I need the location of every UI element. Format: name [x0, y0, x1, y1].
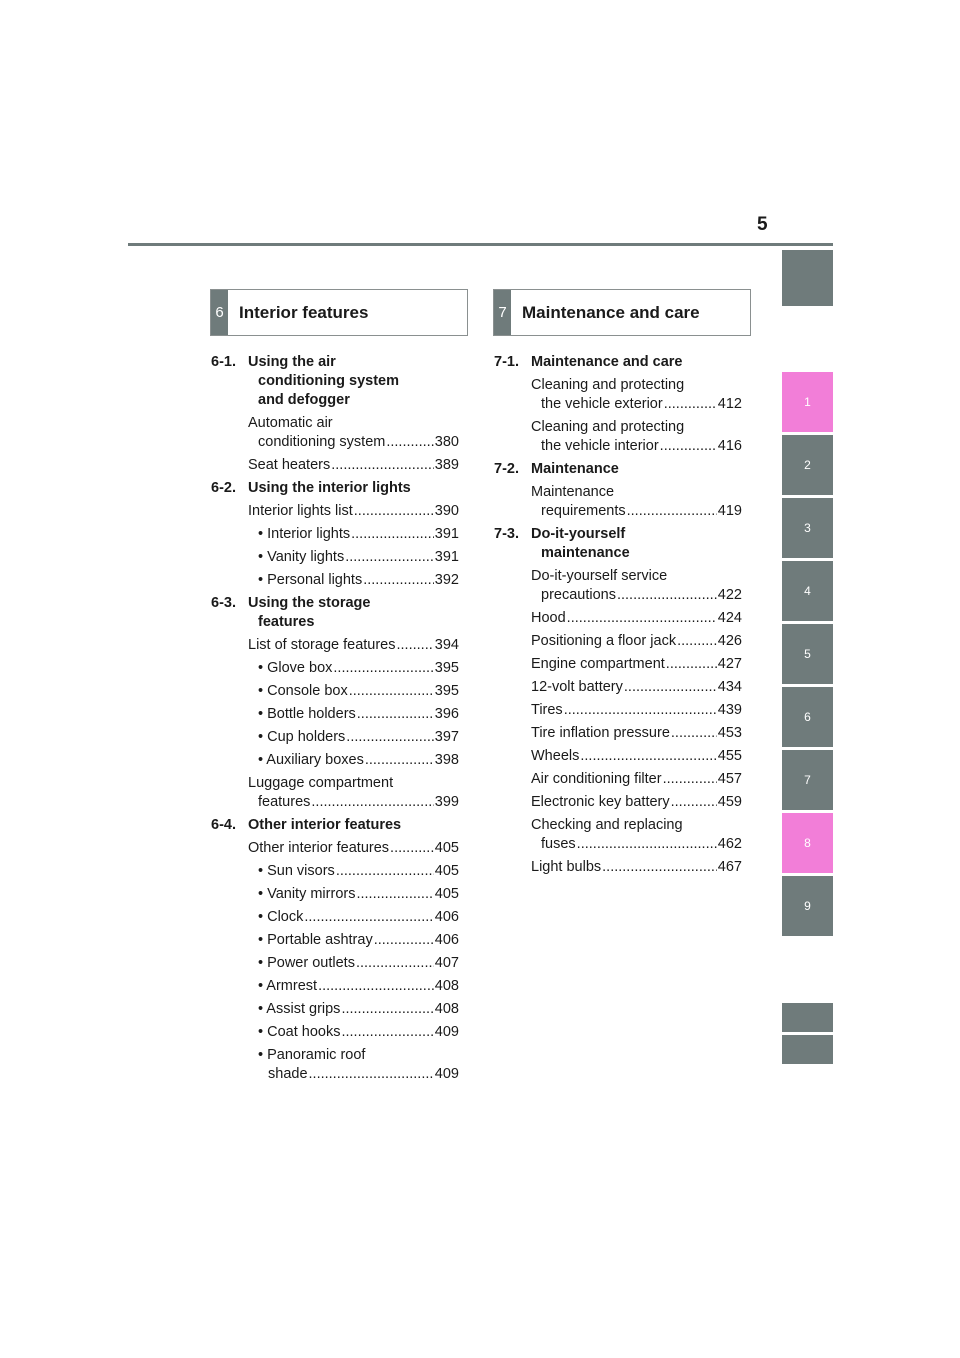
chapter-tab-1[interactable]: 1 [782, 372, 833, 432]
page-reference[interactable]: 380 [434, 434, 459, 450]
toc-entry-text: • Coat hooks [258, 1024, 341, 1040]
dot-leader [617, 586, 717, 605]
chapter-tab-6[interactable]: 6 [782, 687, 833, 747]
toc-entry[interactable] [258, 659, 459, 678]
subsection-title-line: Maintenance and care [531, 354, 683, 370]
toc-entry-text: Cleaning and protecting [531, 419, 685, 435]
toc-entry-text: • Bottle holders [258, 706, 356, 722]
toc-entry-text: Do-it-yourself service [531, 568, 668, 584]
page-reference[interactable]: 391 [434, 526, 459, 542]
toc-entry[interactable] [531, 793, 742, 812]
toc-entry-text: • Personal lights [258, 572, 363, 588]
toc-entry-text: List of storage features [248, 637, 396, 653]
chapter-title: Interior features [239, 302, 369, 322]
toc-entry-last-line [258, 728, 459, 747]
page-reference[interactable]: 455 [717, 748, 742, 764]
toc-entry[interactable] [258, 705, 459, 724]
toc-entry[interactable] [531, 376, 742, 414]
subsection-title [531, 525, 742, 563]
toc-entry-text: • Sun visors [258, 863, 335, 879]
toc-entry-last-line [531, 747, 742, 766]
dot-leader [660, 437, 717, 456]
toc-column-chapter-7 [494, 353, 742, 877]
subsection-title-line: and defogger [258, 392, 350, 408]
header-rule [128, 243, 833, 246]
toc-entry-last-line [531, 835, 742, 854]
subsection-number: 6-2. [211, 480, 236, 496]
toc-entry-last-line [531, 395, 742, 414]
chapter-tab-blank[interactable] [782, 1035, 833, 1064]
toc-entry-text: • Vanity lights [258, 549, 345, 565]
toc-entry-last-line [258, 1065, 459, 1084]
dot-leader [331, 456, 434, 475]
page-number: 5 [757, 214, 768, 235]
chapter-tab-5[interactable]: 5 [782, 624, 833, 684]
page-reference[interactable]: 408 [434, 978, 459, 994]
chapter-tab-blank[interactable] [782, 1003, 833, 1032]
toc-entry-text: • Portable ashtray [258, 932, 373, 948]
chapter-tab-7[interactable]: 7 [782, 750, 833, 810]
page-reference[interactable]: 416 [717, 438, 742, 454]
dot-leader [671, 724, 717, 743]
toc-entry[interactable] [248, 839, 459, 858]
toc-entry[interactable] [258, 862, 459, 881]
page-reference[interactable]: 453 [717, 725, 742, 741]
toc-entry-last-line [531, 609, 742, 628]
page-reference[interactable]: 407 [434, 955, 459, 971]
toc-entry-last-line [258, 977, 459, 996]
toc-entry-text: • Clock [258, 909, 304, 925]
toc-entry[interactable] [258, 1000, 459, 1019]
dot-leader [349, 682, 434, 701]
chapter-tab-3[interactable]: 3 [782, 498, 833, 558]
dot-leader [666, 655, 717, 674]
subsection-title-line: Maintenance [531, 461, 619, 477]
dot-leader [363, 571, 434, 590]
dot-leader [351, 525, 434, 544]
dot-leader [627, 502, 717, 521]
toc-entry[interactable] [248, 414, 459, 452]
toc-entry[interactable] [258, 1023, 459, 1042]
page-reference[interactable]: 396 [434, 706, 459, 722]
toc-entry[interactable] [258, 908, 459, 927]
toc-entry-last-line [531, 724, 742, 743]
subsection-heading [211, 594, 459, 632]
dot-leader [397, 636, 434, 655]
toc-entry[interactable] [248, 456, 459, 475]
toc-entry[interactable] [531, 724, 742, 743]
toc-entry-text: conditioning system [258, 434, 386, 450]
dot-leader [333, 659, 433, 678]
page-reference[interactable]: 406 [434, 909, 459, 925]
toc-entry-text: Positioning a floor jack [531, 633, 677, 649]
chapter-title: Maintenance and care [522, 302, 700, 322]
page-reference[interactable]: 391 [434, 549, 459, 565]
page-reference[interactable]: 412 [717, 396, 742, 412]
toc-entry-last-line [258, 659, 459, 678]
toc-entry-text: • Vanity mirrors [258, 886, 356, 902]
subsection-number: 6-3. [211, 595, 236, 611]
toc-entry[interactable] [531, 858, 742, 877]
chapter-tab-9[interactable]: 9 [782, 876, 833, 936]
subsection-title [248, 594, 459, 632]
toc-entry-last-line [248, 636, 459, 655]
chapter-header-7 [493, 289, 751, 336]
subsection-title-line: conditioning system [258, 373, 399, 389]
page-reference[interactable]: 392 [434, 572, 459, 588]
toc-column-chapter-6 [211, 353, 459, 1084]
chapter-number-badge: 7 [494, 290, 511, 335]
toc-entry[interactable] [531, 770, 742, 789]
page-reference[interactable]: 394 [434, 637, 459, 653]
dot-leader [664, 395, 717, 414]
toc-entry-last-line [258, 525, 459, 544]
toc-entry[interactable] [531, 483, 742, 521]
page-reference[interactable]: 405 [434, 840, 459, 856]
dot-leader [390, 839, 434, 858]
page-reference[interactable]: 395 [434, 683, 459, 699]
subsection-title-line: Using the storage [248, 595, 371, 611]
toc-entry-last-line [531, 655, 742, 674]
chapter-tab-8[interactable]: 8 [782, 813, 833, 873]
toc-entry-last-line [258, 1000, 459, 1019]
toc-entry-text: • Assist grips [258, 1001, 341, 1017]
toc-entry-text: • Auxiliary boxes [258, 752, 364, 768]
toc-entry[interactable] [258, 751, 459, 770]
toc-entry-text: Automatic air [248, 415, 333, 431]
dot-leader [374, 931, 434, 950]
toc-entry[interactable] [531, 418, 742, 456]
chapter-tab-4[interactable]: 4 [782, 561, 833, 621]
toc-entry-last-line [258, 862, 459, 881]
subsection-title-line: maintenance [541, 545, 630, 561]
toc-entry-text: • Armrest [258, 978, 318, 994]
dot-leader [341, 1023, 433, 1042]
toc-entry[interactable] [258, 571, 459, 590]
toc-entry-last-line [258, 954, 459, 973]
toc-entry-text: • Interior lights [258, 526, 351, 542]
chapter-header-6 [210, 289, 468, 336]
toc-entry[interactable] [258, 525, 459, 544]
subsection-title [248, 816, 459, 835]
page-reference[interactable]: 408 [434, 1001, 459, 1017]
toc-entry-text: Electronic key battery [531, 794, 670, 810]
toc-entry-last-line [531, 437, 742, 456]
page-reference[interactable]: 395 [434, 660, 459, 676]
chapter-tab-blank[interactable] [782, 250, 833, 306]
toc-entry-text: Engine compartment [531, 656, 665, 672]
subsection-title-line: features [258, 614, 315, 630]
toc-entry-text: 12-volt battery [531, 679, 623, 695]
toc-entry-last-line [258, 931, 459, 950]
dot-leader [304, 908, 433, 927]
page-reference[interactable]: 390 [434, 503, 459, 519]
toc-entry-last-line [258, 548, 459, 567]
toc-entry[interactable] [258, 954, 459, 973]
toc-entry[interactable] [531, 816, 742, 854]
toc-entry-text: • Power outlets [258, 955, 355, 971]
toc-entry-last-line [531, 793, 742, 812]
page-reference[interactable]: 409 [434, 1024, 459, 1040]
toc-entry[interactable] [531, 567, 742, 605]
toc-entry[interactable] [248, 636, 459, 655]
toc-entry-text: Cleaning and protecting [531, 377, 685, 393]
subsection-number: 7-1. [494, 354, 519, 370]
subsection-number: 7-2. [494, 461, 519, 477]
page-reference[interactable]: 422 [717, 587, 742, 603]
page-reference[interactable]: 419 [717, 503, 742, 519]
toc-entry-last-line [258, 682, 459, 701]
page-reference[interactable]: 434 [717, 679, 742, 695]
toc-entry-last-line [531, 701, 742, 720]
toc-entry-last-line [258, 571, 459, 590]
dot-leader [567, 609, 717, 628]
dot-leader [671, 793, 717, 812]
toc-entry-text: fuses [541, 836, 576, 852]
page-reference[interactable]: 405 [434, 863, 459, 879]
toc-entry[interactable] [531, 678, 742, 697]
toc-entry-last-line [531, 632, 742, 651]
toc-entry-last-line [248, 793, 459, 812]
chapter-tab-2[interactable]: 2 [782, 435, 833, 495]
toc-entry[interactable] [258, 885, 459, 904]
page-reference[interactable]: 459 [717, 794, 742, 810]
page-reference[interactable]: 462 [717, 836, 742, 852]
toc-entry-text: Tires [531, 702, 563, 718]
subsection-number: 6-4. [211, 817, 236, 833]
subsection-title-line: Other interior features [248, 817, 402, 833]
page-reference[interactable]: 439 [717, 702, 742, 718]
dot-leader [356, 885, 433, 904]
toc-entry-text: Checking and replacing [531, 817, 683, 833]
toc-entry-text: the vehicle exterior [541, 396, 663, 412]
toc-entry-last-line [531, 586, 742, 605]
toc-entry-text: • Cup holders [258, 729, 346, 745]
dot-leader [624, 678, 717, 697]
page-reference[interactable]: 399 [434, 794, 459, 810]
dot-leader [602, 858, 717, 877]
subsection-heading [494, 353, 742, 372]
toc-entry-last-line [531, 502, 742, 521]
subsection-heading [211, 353, 459, 410]
toc-entry-text: requirements [541, 503, 626, 519]
page-reference[interactable]: 389 [434, 457, 459, 473]
dot-leader [318, 977, 434, 996]
toc-entry-text: Hood [531, 610, 566, 626]
dot-leader [577, 835, 717, 854]
toc-entry-text: • Panoramic roof [258, 1047, 366, 1063]
toc-entry[interactable] [258, 548, 459, 567]
dot-leader [663, 770, 717, 789]
dot-leader [336, 862, 434, 881]
dot-leader [357, 705, 434, 724]
page-reference[interactable]: 398 [434, 752, 459, 768]
toc-entry-text: the vehicle interior [541, 438, 659, 454]
toc-entry-text: precautions [541, 587, 616, 603]
dot-leader [386, 433, 433, 452]
page-reference[interactable]: 406 [434, 932, 459, 948]
dot-leader [365, 751, 434, 770]
toc-entry-last-line [258, 751, 459, 770]
subsection-number: 6-1. [211, 354, 236, 370]
toc-entry-text: • Glove box [258, 660, 333, 676]
toc-entry[interactable] [531, 701, 742, 720]
toc-entry-text: Light bulbs [531, 859, 602, 875]
subsection-heading [494, 460, 742, 479]
subsection-title [531, 460, 742, 479]
toc-entry-last-line [248, 456, 459, 475]
toc-entry-last-line [248, 433, 459, 452]
subsection-heading [211, 479, 459, 498]
subsection-heading [211, 816, 459, 835]
subsection-title [248, 479, 459, 498]
subsection-title-line: Using the interior lights [248, 480, 411, 496]
chapter-number-badge: 6 [211, 290, 228, 335]
toc-entry-last-line [258, 885, 459, 904]
dot-leader [311, 793, 433, 812]
toc-entry[interactable] [258, 682, 459, 701]
dot-leader [346, 728, 434, 747]
toc-entry-last-line [531, 858, 742, 877]
subsection-heading [494, 525, 742, 563]
toc-entry-last-line [258, 705, 459, 724]
toc-entry[interactable] [258, 1046, 459, 1084]
toc-entry[interactable] [531, 609, 742, 628]
toc-entry-text: shade [268, 1066, 308, 1082]
toc-entry-text: Luggage compartment [248, 775, 394, 791]
toc-entry[interactable] [248, 502, 459, 521]
dot-leader [564, 701, 717, 720]
toc-entry[interactable] [531, 632, 742, 651]
page-reference[interactable]: 457 [717, 771, 742, 787]
dot-leader [309, 1065, 434, 1084]
subsection-title-line: Using the air [248, 354, 336, 370]
toc-entry-text: Tire inflation pressure [531, 725, 670, 741]
subsection-number: 7-3. [494, 526, 519, 542]
toc-entry-text: Seat heaters [248, 457, 331, 473]
page-reference[interactable]: 424 [717, 610, 742, 626]
subsection-title-line: Do-it-yourself [531, 526, 626, 542]
page-reference[interactable]: 467 [717, 859, 742, 875]
toc-entry[interactable] [258, 728, 459, 747]
dot-leader [354, 502, 434, 521]
page-reference[interactable]: 405 [434, 886, 459, 902]
toc-entry[interactable] [531, 747, 742, 766]
toc-entry-text: • Console box [258, 683, 348, 699]
dot-leader [580, 747, 716, 766]
page-reference[interactable]: 409 [434, 1066, 459, 1082]
dot-leader [677, 632, 717, 651]
toc-entry-last-line [531, 770, 742, 789]
toc-entry-text: Maintenance [531, 484, 615, 500]
toc-entry-text: Interior lights list [248, 503, 353, 519]
page-reference[interactable]: 397 [434, 729, 459, 745]
dot-leader [356, 954, 434, 973]
toc-entry[interactable] [531, 655, 742, 674]
toc-entry-text: features [258, 794, 311, 810]
toc-entry[interactable] [248, 774, 459, 812]
toc-entry-last-line [258, 1023, 459, 1042]
dot-leader [341, 1000, 433, 1019]
toc-entry-last-line [248, 839, 459, 858]
page-reference[interactable]: 427 [717, 656, 742, 672]
subsection-title [248, 353, 459, 410]
toc-entry-last-line [248, 502, 459, 521]
toc-entry[interactable] [258, 977, 459, 996]
subsection-title [531, 353, 742, 372]
toc-entry-text: Air conditioning filter [531, 771, 662, 787]
dot-leader [345, 548, 434, 567]
toc-entry-text: Wheels [531, 748, 580, 764]
toc-entry[interactable] [258, 931, 459, 950]
toc-entry-text: Other interior features [248, 840, 390, 856]
toc-entry-last-line [531, 678, 742, 697]
toc-entry-last-line [258, 908, 459, 927]
page-reference[interactable]: 426 [717, 633, 742, 649]
